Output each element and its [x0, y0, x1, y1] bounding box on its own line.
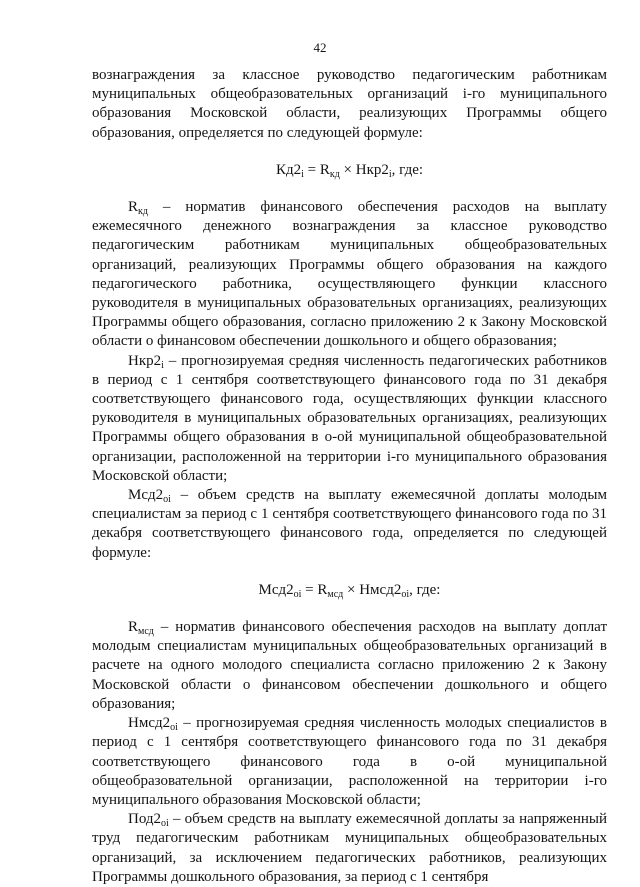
paragraph-intro: вознаграждения за классное руководство педагогическим работникам муниципальных общеобразовательных организаций i-го муниципального образования Московской области, реализующих Программы общего образования, определяется по следующей формуле: [92, 67, 607, 141]
formula-msd2: $Мсд2_{oi} = R_{мсд}$ × $Нмсд2_{oi}$, где: [258, 581, 441, 600]
definition-rmsd: $R_{мсд}$ – норматив финансового обеспечения расходов на выплату доплат молодым специалистам муниципальных общеобразовательных организаций в расчете на одного молодого специалиста согласно приложению 2 к Закону Московской области о финансовом обеспечении дошкольного и общего образования; [92, 619, 607, 712]
formula-kd2: $Кд2_i = R_{кд} \times Нкр2_i$, где: [275, 161, 424, 180]
document-body [92, 66, 607, 887]
definition-msd2: $Мсд2_{oi}$ – объем средств на выплату ежемесячной доплаты молодым специалистам за период с 1 сентября соответствующего финансового года по 31 декабря соответствующего финансового года, определяется по следующей формуле: [92, 487, 607, 561]
definition-nmsd2: $Нмсд2_{oi}$ – прогнозируемая средняя численность молодых специалистов в период с 1 сентября соответствующего финансового года по 31 декабря соответствующего финансового года в о-ой муниципальной общеобразовательной организации, расположенной на территории i-го муниципального образования Московской области; [92, 715, 607, 808]
definition-pod2: $Под2_{oi}$ – объем средств на выплату ежемесячной доплаты за напряженный труд педагогическим работникам муниципальных общеобразовательных организаций, за исключением педагогических работников, реализующих Программы дошкольного образования, за период с 1 сентября [92, 811, 607, 885]
definition-rkd: $R_{кд}$ – норматив финансового обеспечения расходов на выплату ежемесячного денежного вознаграждения за классное руководство педагогическим работникам муниципальных общеобразовательных организаций, реализующих Программы общего образования на каждого педагогического работника, осуществляющего функции классного руководителя в муниципальных образовательных организациях, реализующих Программы общего образования, согласно приложению 2 к Закону Московской области о финансовом обеспечении дошкольного и общего образования; [92, 199, 607, 350]
page-number: 42 [313, 40, 327, 55]
definition-nkr2: $Нкр2_i$ – прогнозируемая средняя численность педагогических работников в период с 1 сентября соответствующего финансового года по 31 декабря соответствующего финансового года, осуществляющих функции классного руководителя в муниципальных образовательных организациях, реализующих Программы общего образования в о-ой муниципальной общеобразовательной организации, расположенной на территории i-го муниципального образования Московской области; [92, 352, 607, 484]
